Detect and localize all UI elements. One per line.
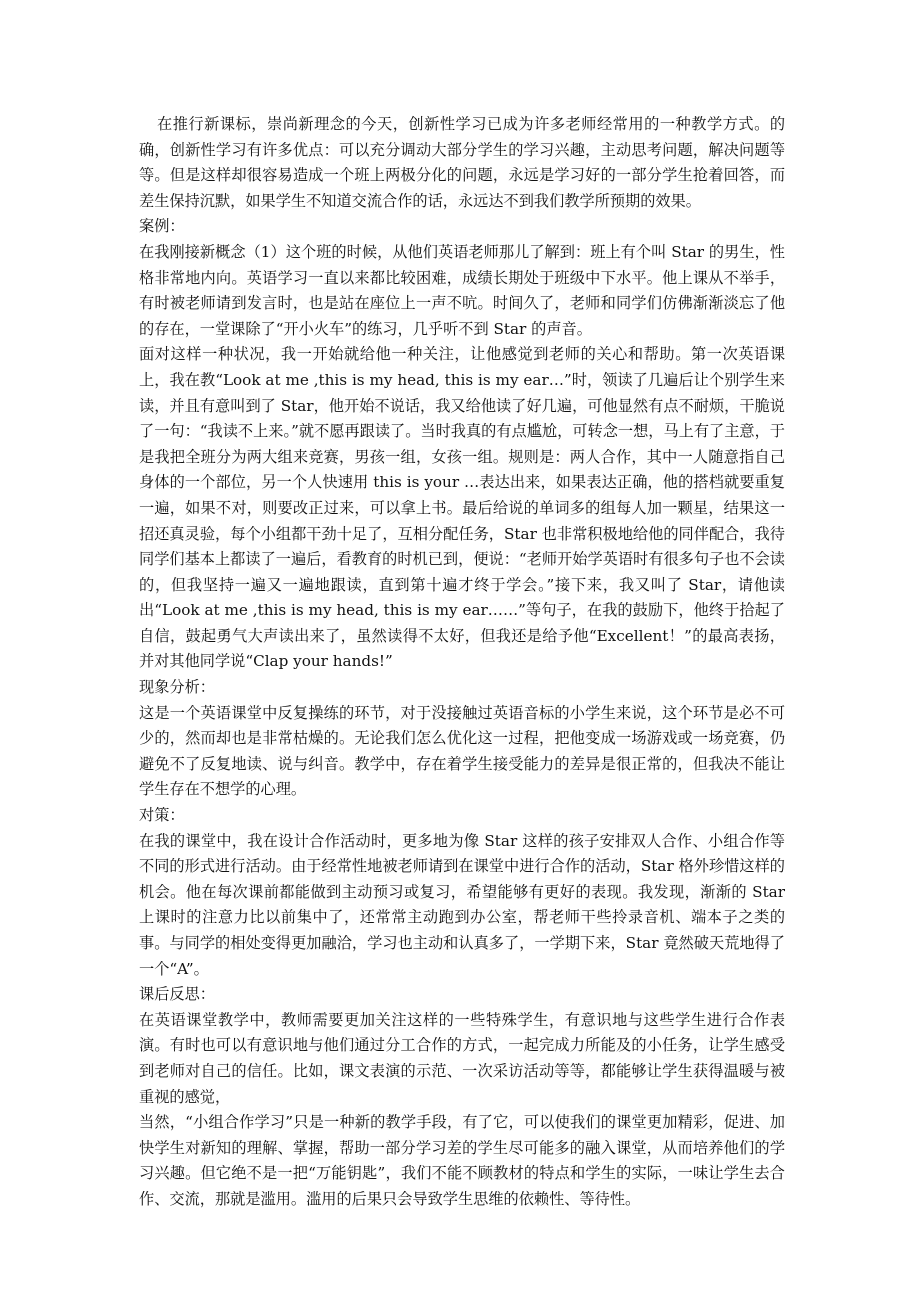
case-paragraph-2: 面对这样一种状况，我一开始就给他一种关注，让他感觉到老师的关心和帮助。第一次英语课上，我在教“Look at me ,this is my head, this is my ear…”时，领读了几遍后让个别学生来读，并且有意叫到了 Star，他开始不说话，我又给他读了好几遍，可他显然有点不耐烦，干脆说了一句：“我读不上来。”就不愿再跟读了。当时我真的有点尴尬，可转念一想，马上有了主意，于是我把全班分为两大组来竞赛，男孩一组，女孩一组。规则是：两人合作，其中一人随意指自己身体的一个部位，另一个人快速用 this is your …表达出来，如果表达正确，他的搭档就要重复一遍，如果不对，则要改正过来，可以拿上书。最后给说的单词多的组每人加一颗星，结果这一招还真灵验，每个小组都干劲十足了，互相分配任务，Star 也非常积极地给他的同伴配合，我待同学们基本上都读了一遍后，看教育的时机已到，便说：“老师开始学英语时有很多句子也不会读的，但我坚持一遍又一遍地跟读，直到第十遍才终于学会。”接下来，我又叫了 Star，请他读出“Look at me ,this is my head, this is my ear……”等句子，在我的鼓励下，他终于拾起了自信，鼓起勇气大声读出来了，虽然读得不太好，但我还是给予他“Excellent！”的最高表扬，并对其他同学说“Clap your hands!” [139,345,785,671]
document-page [139,112,785,1213]
case-paragraph-1: 在我刚接新概念（1）这个班的时候，从他们英语老师那儿了解到：班上有个叫 Star 的男生，性格非常地内向。英语学习一直以来都比较困难，成绩长期处于班级中下水平。他上课从不举手，有时被老师请到发言时，也是站在座位上一声不吭。时间久了，老师和同学们仿佛渐渐淡忘了他的存在，一堂课除了“开小火车”的练习，几乎听不到 Star 的声音。 [139,242,785,338]
strategy-heading: 对策： [139,806,185,825]
analysis-paragraph: 这是一个英语课堂中反复操练的环节，对于没接触过英语音标的小学生来说，这个环节是必不可少的，然而却也是非常枯燥的。无论我们怎么优化这一过程，把他变成一场游戏或一场竞赛，仍避免不了反复地读、说与纠音。教学中，存在着学生接受能力的差异是很正常的，但我决不能让学生存在不想学的心理。 [139,703,785,799]
intro-paragraph: 在推行新课标，崇尚新理念的今天，创新性学习已成为许多老师经常用的一种教学方式。的确，创新性学习有许多优点：可以充分调动大部分学生的学习兴趣，主动思考问题，解决问题等等。但是这样却很容易造成一个班上两极分化的问题，永远是学习好的一部分学生抢着回答，而差生保持沉默，如果学生不知道交流合作的话，永远达不到我们教学所预期的效果。 [139,115,785,210]
analysis-heading: 现象分析： [139,678,215,697]
reflection-paragraph-2: 当然，“小组合作学习”只是一种新的教学手段，有了它，可以使我们的课堂更加精彩，促进、加快学生对新知的理解、掌握，帮助一部分学习差的学生尽可能多的融入课堂，从而培养他们的学习兴趣。但它绝不是一把“万能钥匙”，我们不能不顾教材的特点和学生的实际，一味让学生去合作、交流，那就是滥用。滥用的后果只会导致学生思维的依赖性、等待性。 [139,1113,785,1208]
strategy-paragraph: 在我的课堂中，我在设计合作活动时，更多地为像 Star 这样的孩子安排双人合作、小组合作等不同的形式进行活动。由于经常性地被老师请到在课堂中进行合作的活动，Star 格外珍惜这样的机会。他在每次课前都能做到主动预习或复习，希望能够有更好的表现。我发现，渐渐的 Star 上课时的注意力比以前集中了，还常常主动跑到办公室，帮老师干些拎录音机、端本子之类的事。与同学的相处变得更加融洽，学习也主动和认真多了，一学期下来，Star 竟然破天荒地得了一个“A”。 [139,831,785,978]
case-heading: 案例： [139,217,185,236]
reflection-heading: 课后反思： [139,985,215,1004]
reflection-paragraph-1: 在英语课堂教学中，教师需要更加关注这样的一些特殊学生，有意识地与这些学生进行合作表演。有时也可以有意识地与他们通过分工合作的方式，一起完成力所能及的小任务，让学生感受到老师对自己的信任。比如，课文表演的示范、一次采访活动等等，都能够让学生获得温暖与被重视的感觉， [139,1010,785,1106]
